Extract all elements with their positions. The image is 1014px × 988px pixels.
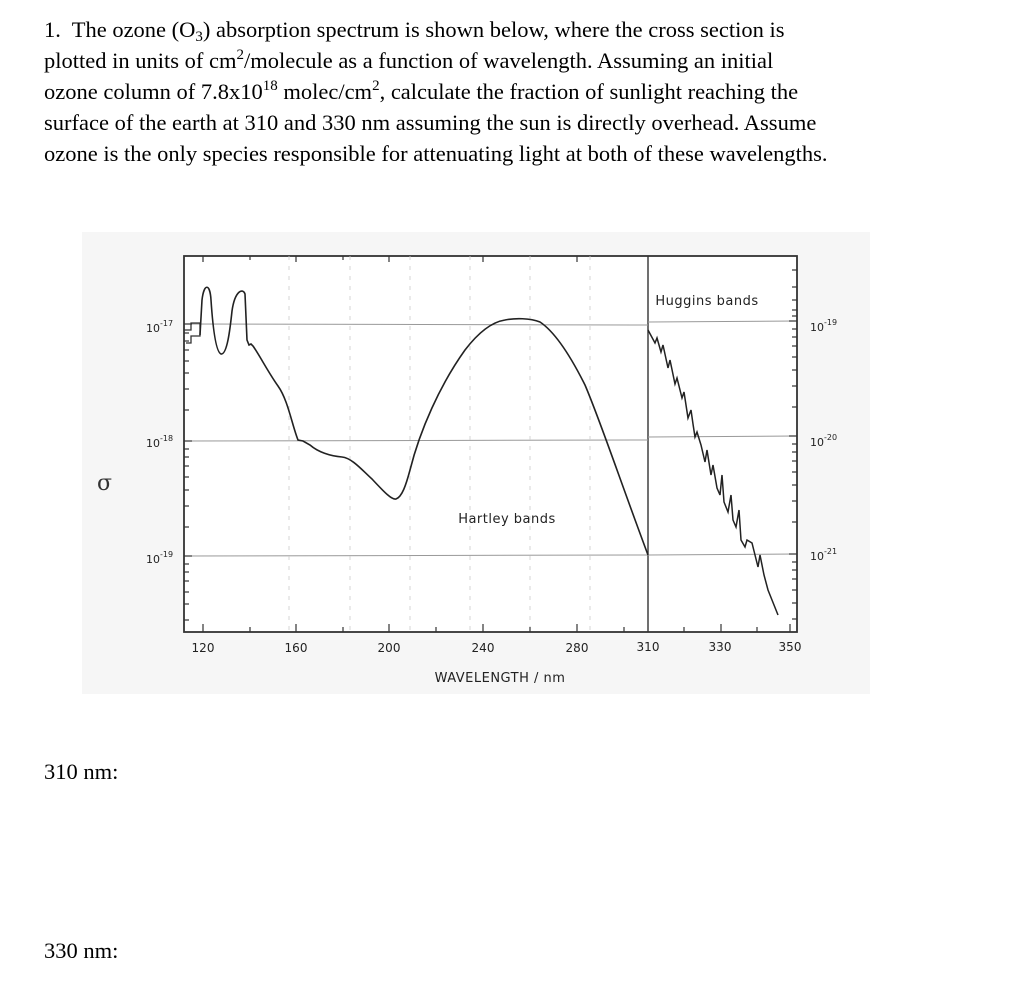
x-tick-330: 330 xyxy=(708,640,732,654)
superscript: 2 xyxy=(236,47,244,63)
x-tick-120: 120 xyxy=(191,641,215,655)
text: ) absorption spectrum is shown below, where the cross section is xyxy=(202,17,785,42)
problem-line-1 xyxy=(44,14,994,45)
right-axis-labels xyxy=(810,318,837,563)
problem-line-4: surface of the earth at 310 and 330 nm assuming the sun is directly overhead. Assume xyxy=(44,110,817,135)
x-axis-label: WAVELENGTH / nm xyxy=(434,671,566,686)
text: The ozone (O xyxy=(71,17,196,42)
answer-330nm-label: 330 nm: xyxy=(44,938,119,963)
x-tick-labels xyxy=(192,640,802,655)
plot-frame xyxy=(184,256,797,632)
huggins-bands-label: Huggins bands xyxy=(655,294,759,309)
left-axis-labels xyxy=(146,319,173,566)
superscript: 18 xyxy=(262,78,278,94)
spectrum-chart xyxy=(82,232,870,694)
x-tick-280: 280 xyxy=(565,641,589,655)
x-tick-160: 160 xyxy=(284,641,308,655)
left-tick-1e-18: $10^{-18}$ xyxy=(146,434,174,450)
x-tick-200: 200 xyxy=(377,641,401,655)
x-tick-310: 310 xyxy=(636,640,660,654)
hartley-bands-label: Hartley bands xyxy=(458,512,556,527)
right-tick-1e-20: $10^{-20}$ xyxy=(810,433,838,449)
answer-310nm-label: 310 nm: xyxy=(44,759,119,784)
text: plotted in units of cm xyxy=(44,48,237,73)
left-tick-1e-19: $10^{-19}$ xyxy=(146,550,174,566)
left-tick-1e-17: $10^{-17}$ xyxy=(146,319,174,335)
sigma-y-axis-symbol: σ xyxy=(97,471,113,496)
text: molec/cm xyxy=(277,79,373,104)
text: ozone column of 7.8x10 xyxy=(44,79,263,104)
problem-line-2 xyxy=(44,45,994,76)
subscript: 3 xyxy=(195,29,203,45)
text: , calculate the fraction of sunlight reaching the xyxy=(379,79,799,104)
problem-line-3 xyxy=(44,76,994,107)
problem-number: 1. xyxy=(44,17,61,42)
superscript: 2 xyxy=(372,78,380,94)
problem-statement xyxy=(44,14,994,169)
right-tick-1e-21: $10^{-21}$ xyxy=(810,547,838,563)
right-tick-1e-19: $10^{-19}$ xyxy=(810,318,838,334)
problem-line-5: ozone is the only species responsible for attenuating light at both of these wavelengths. xyxy=(44,141,828,166)
x-tick-240: 240 xyxy=(471,641,495,655)
ozone-spectrum-figure xyxy=(82,232,870,694)
x-tick-350: 350 xyxy=(778,640,802,654)
text: /molecule as a function of wavelength. Assuming an initial xyxy=(243,48,774,73)
